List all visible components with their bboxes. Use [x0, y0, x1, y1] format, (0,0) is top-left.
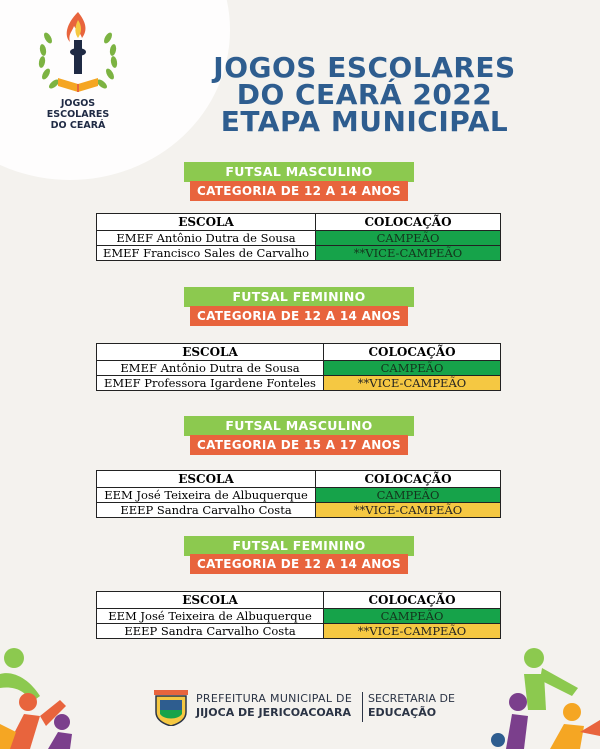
- section-4-category-badge: CATEGORIA DE 12 A 14 ANOS: [190, 554, 408, 574]
- header-colocacao: COLOCAÇÃO: [316, 214, 501, 231]
- title-line-1: JOGOS ESCOLARES: [213, 51, 516, 84]
- footer-divider: [362, 692, 363, 722]
- table-header-row: [97, 471, 501, 488]
- title-line-3: ETAPA MUNICIPAL: [220, 105, 509, 138]
- school-cell: EEM José Teixeira de Albuquerque: [97, 488, 316, 503]
- placement-cell: **VICE-CAMPEÃO: [324, 376, 501, 391]
- table-row: [97, 609, 501, 624]
- section-1-category-badge: CATEGORIA DE 12 A 14 ANOS: [190, 181, 408, 201]
- placement-cell: **VICE-CAMPEÃO: [316, 246, 501, 261]
- header-colocacao: COLOCAÇÃO: [324, 344, 501, 361]
- school-cell: EMEF Professora Igardene Fonteles: [97, 376, 324, 391]
- school-cell: EEEP Sandra Carvalho Costa: [97, 624, 324, 639]
- header-escola: ESCOLA: [97, 471, 316, 488]
- table-row: [97, 624, 501, 639]
- placement-cell: CAMPEÃO: [324, 609, 501, 624]
- torch-laurel-icon: [30, 8, 126, 104]
- jogos-escolares-logo: [28, 8, 128, 136]
- section-3-results-table: [96, 470, 501, 518]
- school-cell: EMEF Antônio Dutra de Sousa: [97, 361, 324, 376]
- table-header-row: [97, 214, 501, 231]
- section-2-category-badge: CATEGORIA DE 12 A 14 ANOS: [190, 306, 408, 326]
- page-title: [192, 51, 537, 138]
- section-3-category-badge: CATEGORIA DE 15 A 17 ANOS: [190, 435, 408, 455]
- school-cell: EMEF Antônio Dutra de Sousa: [97, 231, 316, 246]
- footer-secretaria: SECRETARIA DE: [368, 692, 455, 705]
- athletes-right-decoration: [488, 640, 600, 749]
- table-row: [97, 231, 501, 246]
- footer-educacao: EDUCAÇÃO: [368, 706, 437, 719]
- section-2-results-table: [96, 343, 501, 391]
- table-row: [97, 488, 501, 503]
- footer-prefeitura: PREFEITURA MUNICIPAL DE: [196, 692, 353, 705]
- school-cell: EEM José Teixeira de Albuquerque: [97, 609, 324, 624]
- section-4-sport-badge: FUTSAL FEMININO: [184, 536, 414, 556]
- title-line-2: DO CEARÁ 2022: [236, 78, 493, 111]
- header-colocacao: COLOCAÇÃO: [316, 471, 501, 488]
- table-row: [97, 246, 501, 261]
- placement-cell: **VICE-CAMPEÃO: [316, 503, 501, 518]
- school-cell: EMEF Francisco Sales de Carvalho: [97, 246, 316, 261]
- logo-line-3: DO CEARÁ: [50, 120, 106, 131]
- placement-cell: CAMPEÃO: [316, 231, 501, 246]
- table-header-row: [97, 344, 501, 361]
- logo-line-2: ESCOLARES: [46, 109, 110, 120]
- placement-cell: CAMPEÃO: [324, 361, 501, 376]
- section-4-results-table: [96, 591, 501, 639]
- table-row: [97, 361, 501, 376]
- section-3-sport-badge: FUTSAL MASCULINO: [184, 416, 414, 436]
- section-2-sport-badge: FUTSAL FEMININO: [184, 287, 414, 307]
- footer-municipio: JIJOCA DE JERICOACOARA: [196, 706, 351, 719]
- placement-cell: **VICE-CAMPEÃO: [324, 624, 501, 639]
- section-1-sport-badge: FUTSAL MASCULINO: [184, 162, 414, 182]
- placement-cell: CAMPEÃO: [316, 488, 501, 503]
- municipal-crest-icon: [152, 690, 190, 726]
- school-cell: EEEP Sandra Carvalho Costa: [97, 503, 316, 518]
- header-escola: ESCOLA: [97, 344, 324, 361]
- table-row: [97, 376, 501, 391]
- athletes-left-decoration: [0, 640, 110, 749]
- table-header-row: [97, 592, 501, 609]
- header-escola: ESCOLA: [97, 592, 324, 609]
- table-row: [97, 503, 501, 518]
- logo-line-1: JOGOS: [60, 98, 96, 109]
- header-escola: ESCOLA: [97, 214, 316, 231]
- header-colocacao: COLOCAÇÃO: [324, 592, 501, 609]
- section-1-results-table: [96, 213, 501, 261]
- footer: [152, 688, 455, 728]
